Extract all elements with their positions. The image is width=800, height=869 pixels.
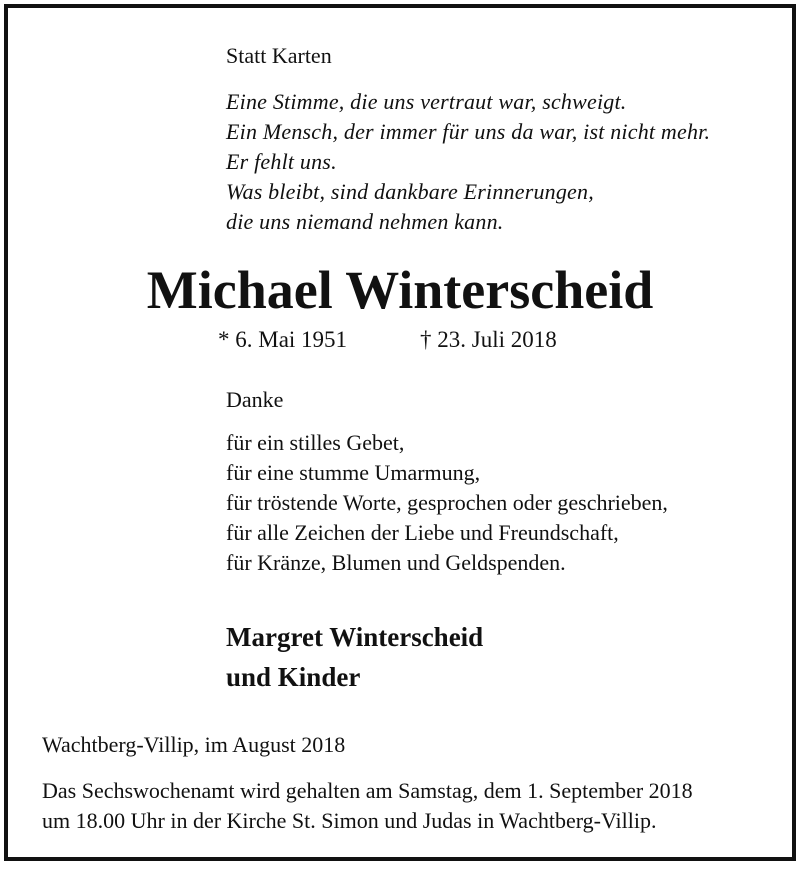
thanks-line: für ein stilles Gebet, <box>226 430 405 455</box>
service-notice <box>42 776 693 836</box>
poem-line: Was bleibt, sind dankbare Erinnerungen, <box>226 179 594 204</box>
poem-line: die uns niemand nehmen kann. <box>226 209 504 234</box>
thanks-line: für eine stumme Umarmung, <box>226 460 481 485</box>
birth-date: * 6. Mai 1951 <box>218 327 348 352</box>
intro-text: Statt Karten <box>226 43 332 68</box>
poem-line: Er fehlt uns. <box>226 149 337 174</box>
thanks-line: für alle Zeichen der Liebe und Freundschaft, <box>226 520 619 545</box>
poem-line: Eine Stimme, die uns vertraut war, schweigt. <box>226 89 627 114</box>
service-line: Das Sechswochenamt wird gehalten am Samstag, dem 1. September 2018 <box>42 778 693 803</box>
deceased-name: Michael Winterscheid <box>146 260 654 320</box>
thanks-list <box>226 428 668 578</box>
family-line: und Kinder <box>226 662 361 692</box>
thanks-line: für tröstende Worte, gesprochen oder geschrieben, <box>226 490 668 515</box>
poem-line: Ein Mensch, der immer für uns da war, ist nicht mehr. <box>226 119 711 144</box>
poem <box>226 87 710 237</box>
service-line: um 18.00 Uhr in der Kirche St. Simon und Judas in Wachtberg-Villip. <box>42 808 657 833</box>
place-date: Wachtberg-Villip, im August 2018 <box>42 732 346 757</box>
thanks-heading: Danke <box>226 387 284 412</box>
death-date: † 23. Juli 2018 <box>420 327 557 352</box>
thanks-line: für Kränze, Blumen und Geldspenden. <box>226 550 566 575</box>
family-signature <box>226 617 483 697</box>
family-line: Margret Winterscheid <box>226 622 484 652</box>
